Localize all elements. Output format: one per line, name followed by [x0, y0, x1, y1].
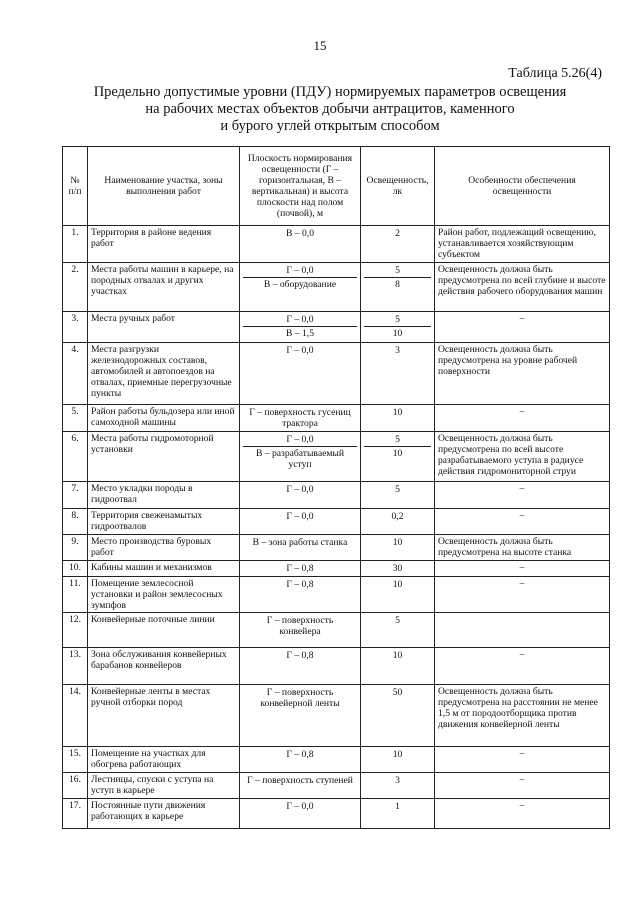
table-row — [63, 312, 610, 343]
illuminance-value: 10 — [364, 326, 431, 340]
row-number: 13. — [63, 648, 88, 685]
illuminance-value: 10 — [392, 407, 403, 418]
illuminance-value: 10 — [364, 446, 431, 460]
row-area-name: Места работы машин в карьере, на породных отвалах и других участках — [88, 263, 240, 312]
table-row — [63, 405, 610, 432]
row-area-name: Место производства буровых работ — [88, 535, 240, 561]
row-plane — [240, 685, 361, 747]
row-notes: Освещенность должна быть предусмотрена на расстоянии не менее 1,5 м от породоотборщика против движения конвейерной ленты — [435, 685, 610, 747]
table-row — [63, 648, 610, 685]
row-plane — [240, 561, 361, 577]
table-row — [63, 747, 610, 773]
plane-value: Г – 0,0 — [286, 801, 314, 812]
table-row — [63, 577, 610, 613]
row-illuminance — [361, 405, 435, 432]
table-label: Таблица 5.26(4) — [508, 66, 602, 81]
row-plane — [240, 482, 361, 509]
table-header-row — [63, 147, 610, 226]
row-plane — [240, 263, 361, 312]
table-row — [63, 535, 610, 561]
row-area-name: Кабины машин и механизмов — [88, 561, 240, 577]
row-number: 7. — [63, 482, 88, 509]
plane-value: В – разрабатываемый уступ — [243, 446, 357, 471]
row-illuminance — [361, 432, 435, 482]
plane-value: Г – 0,8 — [286, 579, 314, 590]
table-body — [63, 226, 610, 829]
illuminance-value: 50 — [392, 687, 403, 698]
row-plane — [240, 613, 361, 648]
row-plane — [240, 799, 361, 829]
row-illuminance — [361, 226, 435, 263]
plane-value: В – оборудование — [243, 277, 357, 291]
row-notes: Освещенность должна быть предусмотрена по всей глубине и высоте действия рабочего оборудования машин — [435, 263, 610, 312]
plane-value: Г – поверхность ступеней — [247, 775, 353, 786]
illuminance-value: 5 — [395, 484, 400, 495]
illuminance-value: 1 — [395, 801, 400, 812]
row-notes: – — [435, 482, 610, 509]
row-illuminance — [361, 747, 435, 773]
row-area-name: Места разгрузки железнодорожных составов, автомобилей и автопоездов на отвалах, приемные перегрузочные пункты — [88, 343, 240, 405]
table-row — [63, 343, 610, 405]
row-number: 15. — [63, 747, 88, 773]
row-number: 2. — [63, 263, 88, 312]
row-number: 16. — [63, 773, 88, 799]
illuminance-value: 3 — [395, 345, 400, 356]
row-illuminance — [361, 535, 435, 561]
row-area-name: Постоянные пути движения работающих в карьере — [88, 799, 240, 829]
row-area-name: Помещение на участках для обогрева работающих — [88, 747, 240, 773]
row-area-name: Конвейерные поточные линии — [88, 613, 240, 648]
row-notes: Освещенность должна быть предусмотрена на высоте станка — [435, 535, 610, 561]
table-row — [63, 773, 610, 799]
row-number: 3. — [63, 312, 88, 343]
plane-value: Г – 0,8 — [286, 749, 314, 760]
illuminance-value: 2 — [395, 228, 400, 239]
plane-value: Г – 0,8 — [286, 650, 314, 661]
row-notes: Освещенность должна быть предусмотрена на уровне рабочей поверхности — [435, 343, 610, 405]
plane-value: Г – поверхность гусениц трактора — [249, 407, 351, 429]
page-number: 15 — [313, 38, 327, 53]
row-number: 4. — [63, 343, 88, 405]
row-illuminance — [361, 613, 435, 648]
row-plane — [240, 773, 361, 799]
table-title — [40, 84, 620, 135]
row-number: 14. — [63, 685, 88, 747]
table-row — [63, 561, 610, 577]
row-illuminance — [361, 685, 435, 747]
row-notes: – — [435, 747, 610, 773]
plane-value: Г – 0,0 — [286, 511, 314, 522]
row-area-name: Конвейерные ленты в местах ручной отборки пород — [88, 685, 240, 747]
row-notes: Освещенность должна быть предусмотрена по всей высоте разрабатываемого уступа в радиусе действия гидромониторной струи — [435, 432, 610, 482]
table-row — [63, 685, 610, 747]
row-plane — [240, 432, 361, 482]
title-line: и бурого углей открытым способом — [220, 118, 440, 134]
row-notes: – — [435, 561, 610, 577]
row-illuminance — [361, 773, 435, 799]
row-illuminance — [361, 482, 435, 509]
row-notes: Район работ, подлежащий освещению, устанавливается хозяйствующим субъектом — [435, 226, 610, 263]
row-notes: – — [435, 648, 610, 685]
table-row — [63, 432, 610, 482]
row-number: 6. — [63, 432, 88, 482]
row-notes: – — [435, 799, 610, 829]
plane-value: Г – 0,0 — [286, 314, 314, 325]
lighting-table — [62, 146, 610, 829]
row-area-name: Район работы бульдозера или иной самоходной машины — [88, 405, 240, 432]
table-row — [63, 799, 610, 829]
plane-value: Г – 0,0 — [286, 345, 314, 356]
row-illuminance — [361, 343, 435, 405]
illuminance-value: 10 — [392, 749, 403, 760]
header-num: № п/п — [63, 147, 88, 226]
illuminance-value: 5 — [395, 615, 400, 626]
row-notes: – — [435, 773, 610, 799]
plane-value: Г – 0,0 — [286, 265, 314, 276]
row-area-name: Места ручных работ — [88, 312, 240, 343]
row-notes: – — [435, 577, 610, 613]
illuminance-value: 30 — [392, 563, 403, 574]
table-row — [63, 509, 610, 535]
row-area-name: Территория свеженамытых гидроотвалов — [88, 509, 240, 535]
row-plane — [240, 343, 361, 405]
illuminance-value: 3 — [395, 775, 400, 786]
row-area-name: Зона обслуживания конвейерных барабанов конвейеров — [88, 648, 240, 685]
plane-value: Г – 0,8 — [286, 563, 314, 574]
row-number: 10. — [63, 561, 88, 577]
row-number: 8. — [63, 509, 88, 535]
header-name: Наименование участка, зоны выполнения работ — [88, 147, 240, 226]
row-number: 5. — [63, 405, 88, 432]
table-row — [63, 613, 610, 648]
title-line: на рабочих местах объектов добычи антрацитов, каменного — [145, 101, 515, 117]
plane-value: Г – поверхность конвейера — [266, 615, 334, 637]
illuminance-value: 8 — [364, 277, 431, 291]
row-number: 9. — [63, 535, 88, 561]
row-area-name: Помещение землесосной установки и район землесосных зумпфов — [88, 577, 240, 613]
row-notes: – — [435, 405, 610, 432]
row-plane — [240, 747, 361, 773]
plane-value: Г – 0,0 — [286, 434, 314, 445]
row-number: 1. — [63, 226, 88, 263]
plane-value: В – 1,5 — [243, 326, 357, 340]
illuminance-value: 5 — [395, 434, 400, 445]
row-notes: – — [435, 509, 610, 535]
row-number: 12. — [63, 613, 88, 648]
row-illuminance — [361, 509, 435, 535]
row-illuminance — [361, 799, 435, 829]
table-row — [63, 263, 610, 312]
plane-value: Г – 0,0 — [286, 484, 314, 495]
row-plane — [240, 648, 361, 685]
row-plane — [240, 577, 361, 613]
row-plane — [240, 535, 361, 561]
row-number: 17. — [63, 799, 88, 829]
plane-value: Г – поверхность конвейерной ленты — [260, 687, 340, 709]
illuminance-value: 10 — [392, 579, 403, 590]
row-notes — [435, 613, 610, 648]
row-plane — [240, 312, 361, 343]
row-plane — [240, 405, 361, 432]
row-plane — [240, 226, 361, 263]
row-illuminance — [361, 561, 435, 577]
illuminance-value: 5 — [395, 265, 400, 276]
table-row — [63, 226, 610, 263]
title-line: Предельно допустимые уровни (ПДУ) нормируемых параметров освещения — [93, 84, 567, 100]
header-notes: Особенности обеспечения освещенности — [435, 147, 610, 226]
row-plane — [240, 509, 361, 535]
illuminance-value: 10 — [392, 650, 403, 661]
header-plane: Плоскость нормирования освещенности (Г – горизонтальная, В – вертикальная) и высота плоскости над полом (почвой), м — [240, 147, 361, 226]
plane-value: В – зона работы станка — [252, 537, 348, 548]
row-area-name: Территория в районе ведения работ — [88, 226, 240, 263]
row-illuminance — [361, 648, 435, 685]
plane-value: В – 0,0 — [286, 228, 314, 239]
row-illuminance — [361, 312, 435, 343]
illuminance-value: 10 — [392, 537, 403, 548]
row-number: 11. — [63, 577, 88, 613]
row-illuminance — [361, 263, 435, 312]
row-illuminance — [361, 577, 435, 613]
row-area-name: Место укладки породы в гидроотвал — [88, 482, 240, 509]
illuminance-value: 0,2 — [391, 511, 404, 522]
row-notes: – — [435, 312, 610, 343]
row-area-name: Места работы гидромоторной установки — [88, 432, 240, 482]
table-row — [63, 482, 610, 509]
header-lux: Освещенность, лк — [361, 147, 435, 226]
row-area-name: Лестницы, спуски с уступа на уступ в карьере — [88, 773, 240, 799]
illuminance-value: 5 — [395, 314, 400, 325]
